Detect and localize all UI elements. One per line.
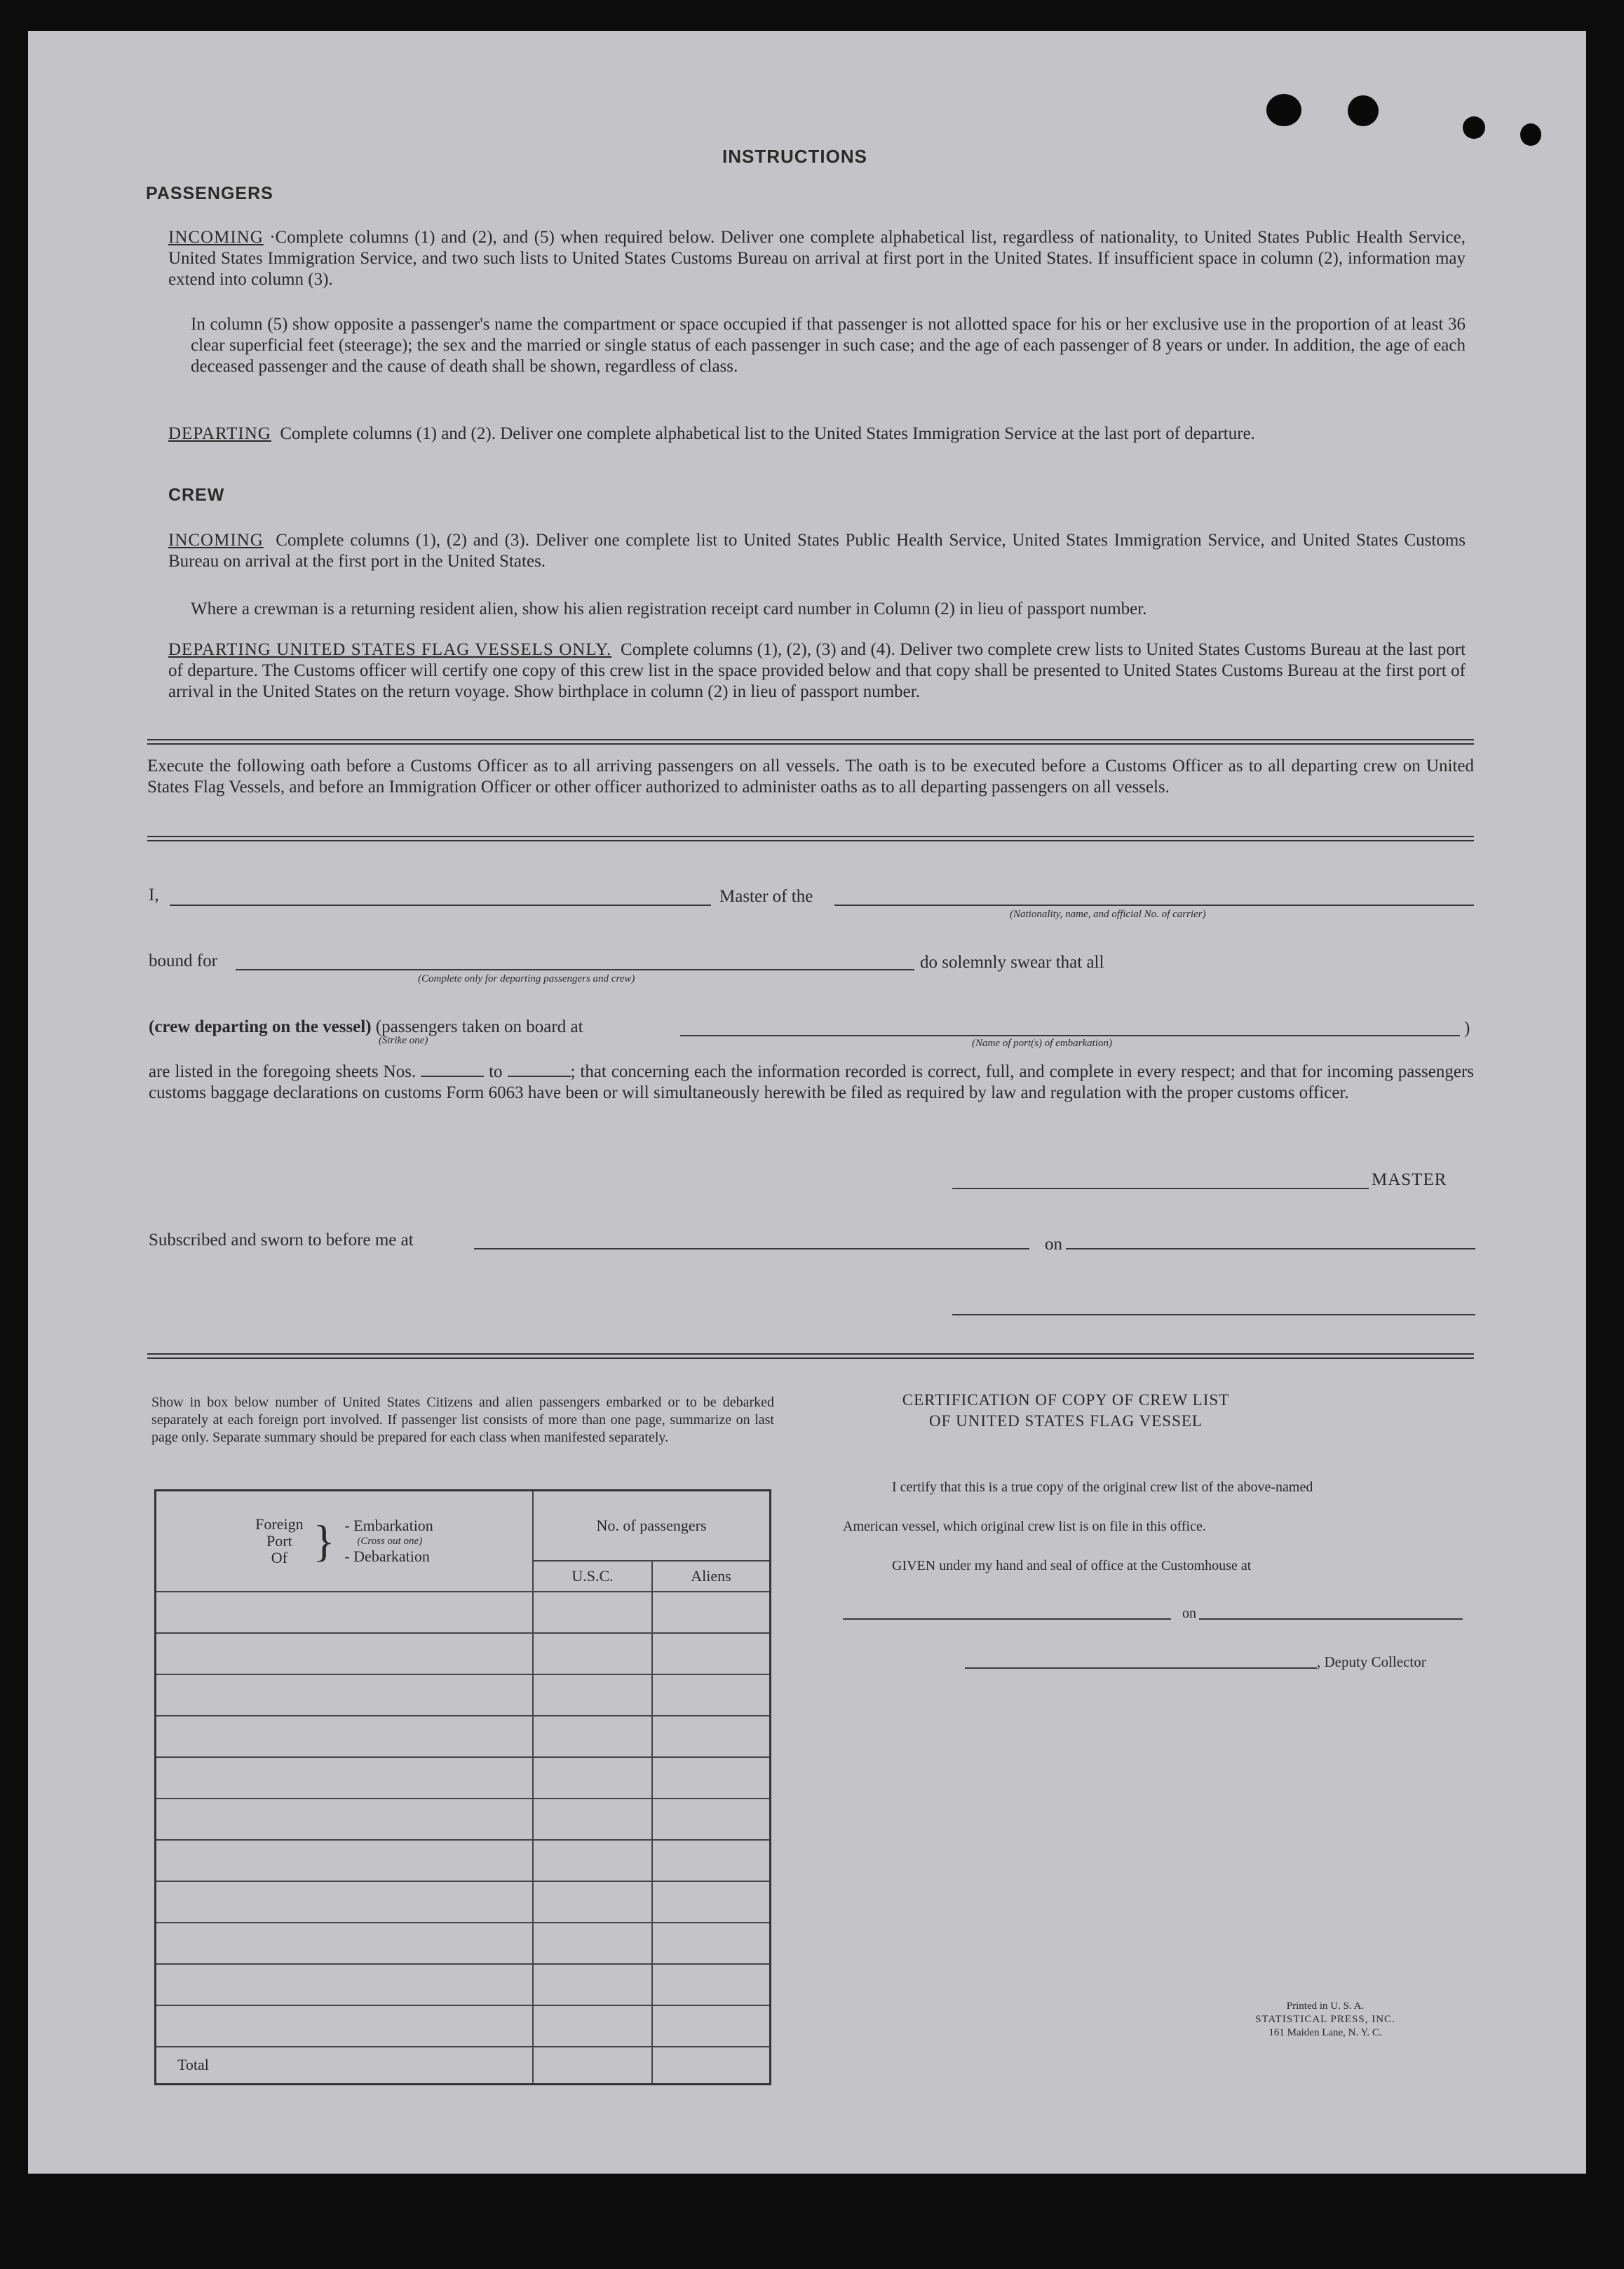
passengers-departing-text: Complete columns (1) and (2). Deliver one complete alphabetical list to the United States Immigration Service at the last port of departure. — [280, 424, 1255, 443]
passengers-column5: In column (5) show opposite a passenger's name the compartment or space occupied if that passenger is not allotted space for his or her exclusive use in the proportion of at least 36 clear superficial feet (steerage); the sex and the married or single status of each passenger in such case; and the age of each passenger of 8 years or under. In addition, the age of each deceased passenger and the cause of death shall be shown, regardless of class. — [191, 315, 1466, 376]
embarkation-label: - Embarkation — [344, 1517, 433, 1535]
usc-cell[interactable] — [533, 1923, 652, 1964]
port-cell[interactable] — [156, 2005, 534, 2047]
port-cell[interactable] — [156, 1799, 534, 1840]
usc-cell[interactable] — [533, 1881, 652, 1923]
usc-cell[interactable] — [533, 1964, 652, 2005]
divider — [147, 739, 1474, 745]
sworn-place-field[interactable] — [474, 1248, 1029, 1249]
american-text: American vessel, which original crew list is on file in this office. — [843, 1519, 1206, 1534]
cross-out-label: (Cross out one) — [357, 1536, 423, 1547]
nationality-caption: (Nationality, name, and official No. of carrier) — [1010, 909, 1206, 920]
usc-cell[interactable] — [533, 1633, 652, 1674]
usc-cell[interactable] — [533, 1716, 652, 1757]
officer-signature-field[interactable] — [952, 1314, 1475, 1315]
deputy-signature-field[interactable] — [965, 1667, 1317, 1669]
listed-to: to — [489, 1062, 503, 1081]
aliens-cell[interactable] — [652, 1881, 771, 1923]
punch-hole — [1463, 116, 1485, 139]
brace-icon: } — [313, 1516, 335, 1566]
embarkation-ports-field[interactable] — [680, 1035, 1460, 1036]
punch-hole — [1520, 123, 1541, 146]
usc-header: U.S.C. — [533, 1561, 652, 1592]
listed-post: ; that concerning each the information recorded is correct, full, and complete in every respect; and that for incoming passengers customs baggage declarations on customs Form 6063 have been or will simultaneously herewith be filed as required by law and regulation with the proper customs officer. — [149, 1062, 1474, 1102]
oath-bound-for: bound for — [149, 951, 217, 970]
printer-line-2: STATISTICAL PRESS, INC. — [1255, 2014, 1395, 2025]
summary-row — [156, 1881, 771, 1923]
master-label: MASTER — [1372, 1170, 1447, 1189]
printer-mark — [1220, 2000, 1430, 2040]
passengers-departing-label: DEPARTING — [168, 424, 271, 443]
port-cell[interactable] — [156, 1840, 534, 1881]
port-cell[interactable] — [156, 1964, 534, 2005]
certification-title-1: CERTIFICATION OF COPY OF CREW LIST — [902, 1391, 1230, 1409]
aliens-cell[interactable] — [652, 2005, 771, 2047]
total-label: Total — [156, 2047, 534, 2085]
usc-cell[interactable] — [533, 1757, 652, 1799]
crew-incoming-text: Complete columns (1), (2) and (3). Deliver one complete list to United States Public Health Service, United States Immigration Service, and United States Customs Bureau on arrival at the first port in the United States. — [168, 531, 1466, 571]
port-header-3: Of — [271, 1549, 287, 1567]
port-cell[interactable] — [156, 1716, 534, 1757]
oath-i: I, — [149, 886, 159, 905]
port-header — [156, 1491, 534, 1592]
debarkation-label: - Debarkation — [344, 1547, 430, 1566]
ports-caption: (Name of port(s) of embarkation) — [972, 1038, 1112, 1049]
passengers-incoming-label: INCOMING — [168, 228, 264, 247]
summary-row — [156, 1923, 771, 1964]
port-cell[interactable] — [156, 1881, 534, 1923]
bound-for-field[interactable] — [236, 969, 914, 970]
port-header-2: Port — [266, 1532, 292, 1550]
aliens-cell[interactable] — [652, 1964, 771, 2005]
port-header-1: Foreign — [255, 1515, 304, 1533]
printer-line-1: Printed in U. S. A. — [1286, 2000, 1365, 2012]
punch-hole — [1266, 94, 1301, 126]
sworn-date-field[interactable] — [1066, 1248, 1475, 1249]
crew-incoming — [168, 530, 1466, 572]
passengers-title: PASSENGERS — [146, 184, 273, 203]
usc-cell[interactable] — [533, 1840, 652, 1881]
usc-cell[interactable] — [533, 1592, 652, 1633]
listed-pre: are listed in the foregoing sheets Nos. — [149, 1062, 417, 1081]
port-cell[interactable] — [156, 1592, 534, 1633]
aliens-cell[interactable] — [652, 1757, 771, 1799]
subscribed-label: Subscribed and sworn to before me at — [149, 1231, 414, 1249]
summary-instructions: Show in box below number of United States Citizens and alien passengers embarked or to be debarked separately at each foreign port involved. If passenger list consists of more than one page, summarize on last page only. Separate summary should be prepared for each class when manifested separately. — [151, 1395, 774, 1445]
no-passengers-header: No. of passengers — [533, 1491, 771, 1561]
certification-title-2: OF UNITED STATES FLAG VESSEL — [929, 1412, 1203, 1430]
certify-text: I certify that this is a true copy of the original crew list of the above-named — [892, 1479, 1313, 1495]
aliens-cell[interactable] — [652, 1592, 771, 1633]
total-usc-cell[interactable] — [533, 2047, 652, 2085]
oath-swear: do solemnly swear that all — [920, 953, 1104, 972]
divider — [147, 1353, 1474, 1359]
divider — [147, 836, 1474, 841]
passengers-incoming — [168, 227, 1466, 290]
cert-date-field[interactable] — [1199, 1618, 1463, 1620]
summary-row — [156, 1674, 771, 1716]
passengers-departing — [168, 424, 1466, 445]
port-cell[interactable] — [156, 1757, 534, 1799]
aliens-cell[interactable] — [652, 1633, 771, 1674]
punch-hole — [1348, 95, 1379, 126]
port-cell[interactable] — [156, 1923, 534, 1964]
aliens-header: Aliens — [652, 1561, 771, 1592]
crew-departing — [168, 639, 1466, 703]
strike-one-caption: (Strike one) — [379, 1035, 428, 1046]
crew-incoming-label: INCOMING — [168, 531, 264, 550]
master-signature-field[interactable] — [952, 1188, 1369, 1189]
total-aliens-cell[interactable] — [652, 2047, 771, 2085]
summary-row — [156, 1592, 771, 1633]
printer-line-3: 161 Maiden Lane, N. Y. C. — [1268, 2027, 1382, 2038]
crew-departing-label: DEPARTING UNITED STATES FLAG VESSELS ONLY. — [168, 640, 612, 659]
page-heading: INSTRUCTIONS — [722, 146, 867, 167]
usc-cell[interactable] — [533, 2005, 652, 2047]
summary-row — [156, 1716, 771, 1757]
crew-resident: Where a crewman is a returning resident alien, show his alien registration receipt card number in Column (2) in lieu of passport number. — [191, 600, 1147, 618]
aliens-cell[interactable] — [652, 1674, 771, 1716]
summary-row — [156, 1757, 771, 1799]
summary-row — [156, 1799, 771, 1840]
form-page — [28, 31, 1586, 2174]
summary-row — [156, 1633, 771, 1674]
oath-intro: Execute the following oath before a Customs Officer as to all arriving passengers on all vessels. The oath is to be executed before a Customs Officer as to all departing crew on United States Flag Vessels, and before an Immigration Officer or other officer authorized to administer oaths as to all departing passengers on all vessels. — [147, 757, 1474, 797]
usc-cell[interactable] — [533, 1674, 652, 1716]
summary-row — [156, 1964, 771, 2005]
summary-row — [156, 1840, 771, 1881]
aliens-cell[interactable] — [652, 1840, 771, 1881]
crew-title: CREW — [168, 485, 225, 505]
sheet-to-field[interactable] — [508, 1062, 571, 1077]
crew-departing-option[interactable]: (crew departing on the vessel) — [149, 1017, 372, 1036]
close-paren: ) — [1464, 1019, 1470, 1038]
aliens-cell[interactable] — [652, 1923, 771, 1964]
aliens-cell[interactable] — [652, 1716, 771, 1757]
given-text: GIVEN under my hand and seal of office at the Customhouse at — [892, 1558, 1252, 1573]
sworn-on-label: on — [1045, 1235, 1062, 1254]
carrier-field[interactable] — [834, 905, 1474, 906]
oath-crew-departing-line — [149, 1017, 583, 1038]
usc-cell[interactable] — [533, 1799, 652, 1840]
passengers-incoming-text: ·Complete columns (1) and (2), and (5) when required below. Deliver one complete alphabetical list, regardless of nationality, to United States Public Health Service, United States Immigration Service, and two such lists to United States Customs Bureau on arrival at first port in the United States. If insufficient space in column (2), information may extend into column (3). — [168, 228, 1466, 289]
master-name-field[interactable] — [170, 905, 711, 906]
passenger-summary-table — [154, 1489, 771, 2085]
sheet-from-field[interactable] — [421, 1062, 484, 1077]
aliens-cell[interactable] — [652, 1799, 771, 1840]
summary-row — [156, 2005, 771, 2047]
port-cell[interactable] — [156, 1674, 534, 1716]
passengers-taken-option[interactable]: (passengers taken on board at — [375, 1017, 583, 1036]
customhouse-field[interactable] — [843, 1618, 1171, 1620]
complete-only-caption: (Complete only for departing passengers and crew) — [418, 973, 635, 984]
oath-listed — [149, 1062, 1474, 1104]
deputy-label: , Deputy Collector — [1317, 1653, 1426, 1670]
cert-on-label: on — [1182, 1606, 1196, 1621]
crew-departing-text: Complete columns (1), (2), (3) and (4). Deliver two complete crew lists to United States Customs Bureau at the last port of departure. The Customs officer will certify one copy of this crew list in the space provided below and that copy shall be presented to United States Customs Bureau at the first port of arrival in the United States on the return voyage. Show birthplace in column (2) in lieu of passport number. — [168, 640, 1466, 701]
port-cell[interactable] — [156, 1633, 534, 1674]
certification-title — [855, 1390, 1276, 1432]
oath-master-of: Master of the — [719, 887, 813, 906]
